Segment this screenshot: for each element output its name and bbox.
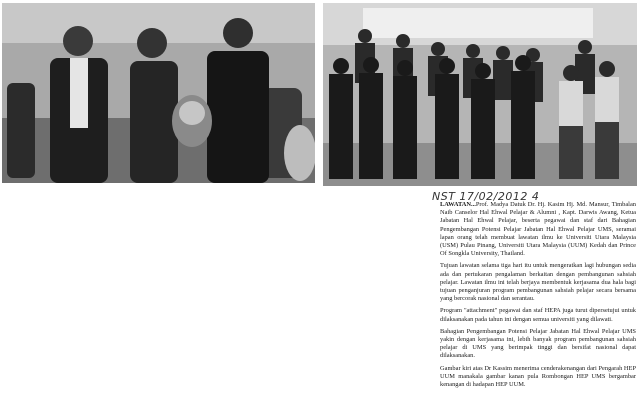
caption-label: LAWATAN... [440,201,476,208]
photo-souvenir-handover-image [2,3,315,183]
photo-group-image [323,3,637,186]
article-paragraph-4: Gambar kiri atas Dr Kassim menerima cenderakenangan dari Pengarah HEP UUM manakala gambar kanan pula Rombongan HEP UMS bergambar kenangan di hadapan HEP UUM. [440,364,636,389]
article-paragraph-1: Tujuan lawatan selama tiga hari itu untuk mengeratkan lagi hubungan sedia ada dan pertukaran pengalaman berkaitan dengan pembangunan sahsiah pelajar. Lawatan ilmu ini telah berjaya membentuk kerjasama dua hala bagi tujuan penganjuran program pembangunan sahsiah pelajar secara bersama yang bercorak nasional dan serantau. [440,262,636,303]
article-paragraph-3: Bahagian Pengembangan Potensi Pelajar Jabatan Hal Ehwal Pelajar UMS yakin dengan kerjasama ini, lebih banyak program pembangunan sahsiah pelajar di UMS yang berimpak tinggi dan bersifat nasional dapat dilaksanakan. [440,327,636,360]
photo-caption [440,201,636,258]
photo-group [323,3,637,186]
article-body [440,201,636,393]
clipping-date-stamp: NST 17/02/2012 4 [432,190,540,203]
article-paragraph-2: Program "attachment" pegawai dan staf HEPA juga turut dipersetujui untuk dilaksanakan pada tahun ini dengan semua universiti yang dilawati. [440,307,636,323]
photo-souvenir-handover [2,3,315,183]
caption-text: Prof. Madya Datuk Dr. Hj. Kasim Hj. Md. Mansur, Timbalan Naib Canselor Hal Ehwal Pelajar & Alumni , Kapt. Darwis Awang, Ketua Jabatan Hal Ehwal Pelajar, beserta pegawai dan staf dari Bahagian Pengembangan Potensi Pelajar Jabatan Hal Ehwal Pelajar UMS, seramai lapan orang telah membuat lawatan ilmu ke Universiti Utara Malaysia (USM) Pulau Pinang, Universiti Utara Malaysia (UUM) Kedah dan Prince Of Songkla University, Thailand. [440,201,636,258]
